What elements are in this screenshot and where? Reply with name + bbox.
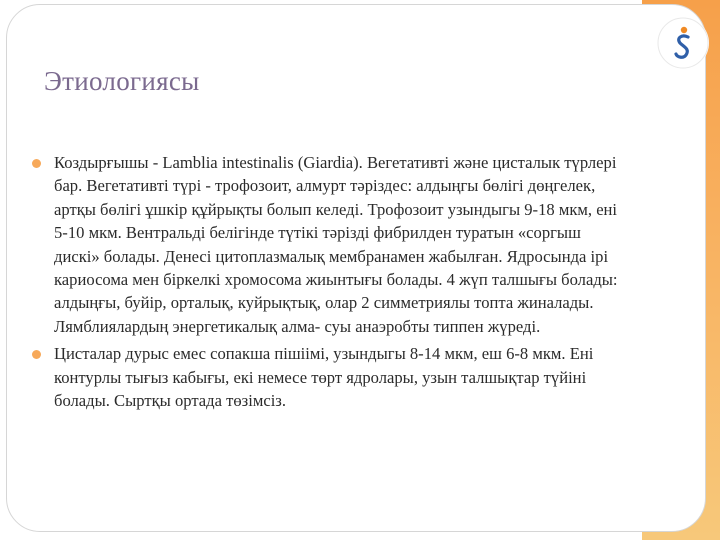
logo-icon (657, 17, 709, 69)
bullet-line: Лямблиялардың энергетикалық алма- суы анаэробты типпен жүреді. (54, 316, 541, 336)
bullet-icon (32, 159, 41, 168)
bullet-line: кариосома мен біркелкі хромосома жиынтығы болады. 4 жүп талшығы болады: (54, 270, 618, 290)
slide-title: Этиологиясы (44, 66, 200, 96)
bullet-line: артқы бөлігі ұшкір құйрықты болып келеді. Трофозоит узындыгы 9-18 мкм, ені (54, 199, 618, 219)
bullet-item (30, 342, 680, 412)
bullet-item (30, 151, 680, 338)
bullet-line: контурлы тығыз кабығы, екі немесе төрт ядролары, узын талшықтар түйіні (54, 367, 587, 387)
bullet-icon (32, 350, 41, 359)
bullet-line: Коздырғышы - Lamblia intestinalis (Giardia). Вегетативті және цисталык түрлері (54, 153, 617, 172)
brand-logo (657, 17, 709, 69)
bullet-line: болады. Сыртқы ортада төзімсіз. (54, 391, 287, 411)
bullet-line: Цисталар дурыс емес сопакша пішіімі, узындыгы 8-14 мкм, еш 6-8 мкм. Ені (54, 344, 594, 364)
bullet-line: алдыңғы, буйір, орталық, куйрықтық, олар 2 симметриялы топта жиналады. (54, 293, 594, 313)
bullet-list (30, 151, 680, 412)
bullet-line: дискі» болады. Денесі цитоплазмалық мембранамен жабылған. Ядросында ірі (54, 246, 609, 266)
bullet-line: 5-10 мкм. Вентральді белігінде түтікі тәрізді фибрилден туратын «соргыш (54, 223, 581, 243)
bullet-line: бар. Вегетативті түрі - трофозоит, алмурт тәріздес: алдыңгы бөлігі дөңгелек, (54, 176, 596, 196)
